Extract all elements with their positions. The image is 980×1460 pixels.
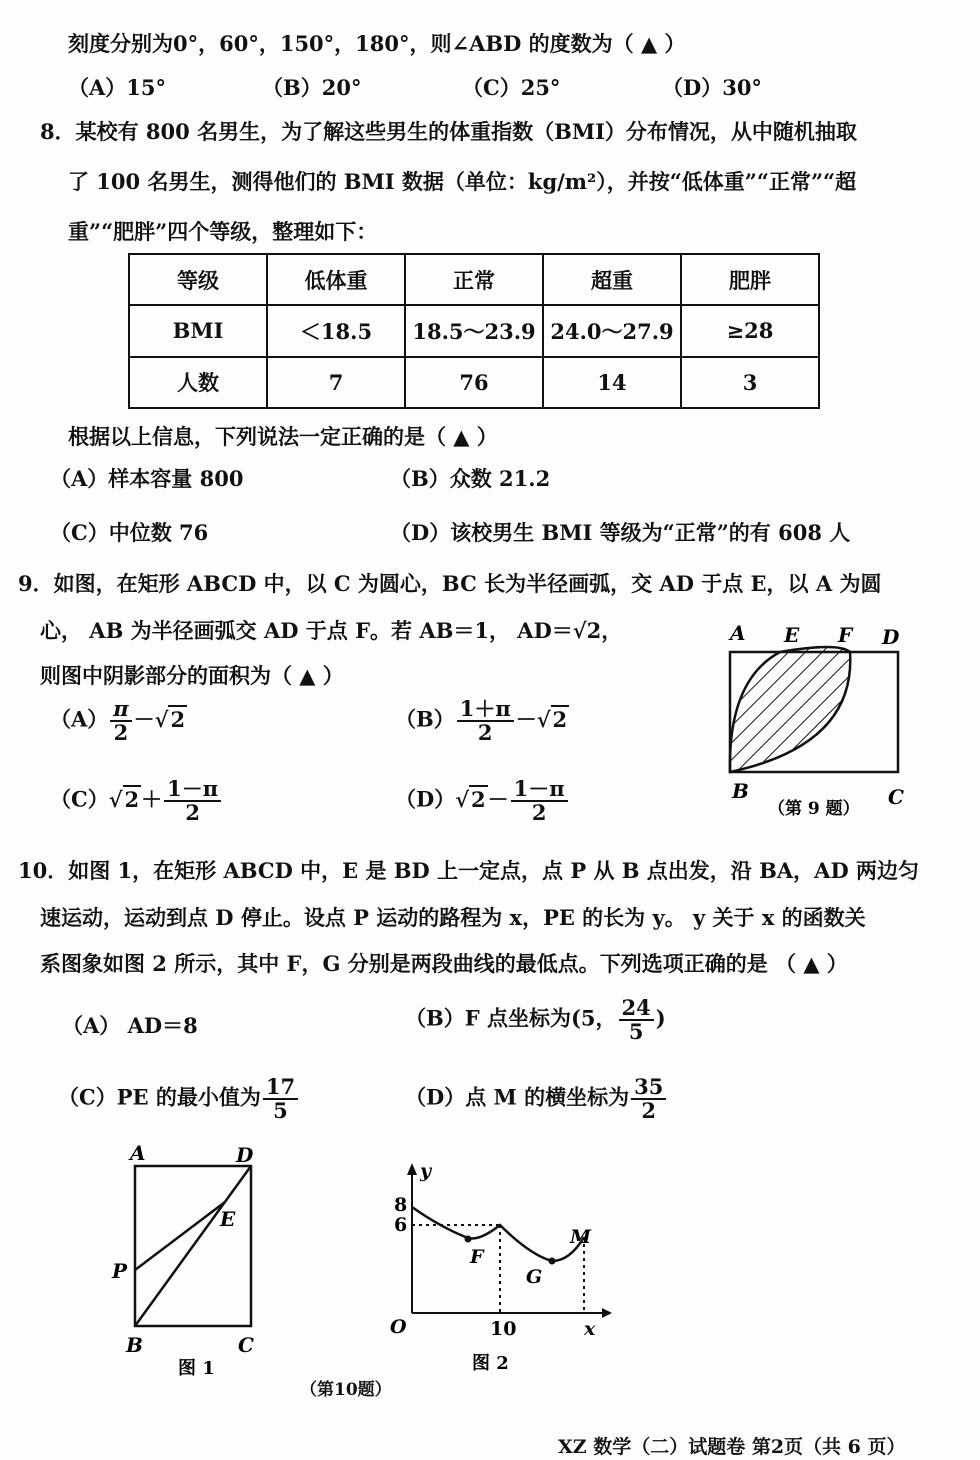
q10-option-d: （D）点 M 的横坐标为 $\frac{35}{2}$ <box>405 1076 668 1122</box>
label-p: P <box>112 1259 128 1283</box>
label-f: F <box>470 1246 484 1268</box>
q8-line1: 8．某校有 800 名男生，为了解这些男生的体重指数（BMI）分布情况，从中随机抽取 <box>40 119 857 144</box>
q10-option-b: （B）F 点坐标为(5， $\frac{24}{5}$ ) <box>405 995 666 1045</box>
label-e: E <box>220 1207 236 1231</box>
q8-option-a: （A）样本容量 800 <box>50 466 244 491</box>
x-axis-arrow <box>602 1308 612 1318</box>
q10-figure-1 <box>100 1140 270 1380</box>
q8-line3: 重”“肥胖”四个等级，整理如下： <box>68 219 378 244</box>
table-cell: BMI <box>129 305 267 356</box>
q9-option-c: （C）√2＋ $\frac{1-\pi}{2}$ <box>50 778 223 824</box>
q9-option-b: （B） $\frac{1+\pi}{2}$ －√2 <box>395 696 568 746</box>
fig2-caption: 图 2 <box>472 1353 509 1374</box>
table-cell: ≥28 <box>681 305 819 356</box>
label-c: C <box>888 785 904 809</box>
tick-8: 8 <box>394 1194 408 1216</box>
segment-pe <box>135 1202 225 1270</box>
table-cell: 7 <box>267 357 405 408</box>
table-cell: 等级 <box>129 254 267 305</box>
table-cell: 3 <box>681 357 819 408</box>
label-c: C <box>238 1333 254 1357</box>
tick-10: 10 <box>490 1318 517 1340</box>
q7-text: 刻度分别为0°，60°，150°，180°，则∠ABD 的度数为（ ▲ ） <box>68 31 686 56</box>
q8-option-b: （B）众数 21.2 <box>390 466 551 491</box>
label-x: x <box>584 1318 596 1340</box>
q7-option-d: （D）30° <box>662 75 762 100</box>
q10-line3: 系图象如图 2 所示，其中 F，G 分别是两段曲线的最低点。下列选项正确的是 （ ▲ ） <box>40 951 848 976</box>
q8-option-d: （D）该校男生 BMI 等级为“正常”的有 608 人 <box>390 520 851 545</box>
fraction: $\frac{1+\pi}{2}$ <box>457 698 514 744</box>
q10-option-c: （C）PE 的最小值为 $\frac{17}{5}$ <box>58 1076 300 1122</box>
fraction: $\frac{1-\pi}{2}$ <box>164 778 221 824</box>
table-cell: 人数 <box>129 357 267 408</box>
table-cell: 18.5～23.9 <box>405 305 543 356</box>
q10-option-a: （A） AD＝8 <box>62 1013 198 1038</box>
function-curve <box>412 1207 584 1261</box>
q7-option-a: （A）15° <box>68 75 167 100</box>
q9-option-a: （A） $\frac{\pi}{2}$ －√2 <box>50 696 186 746</box>
q8-prompt: 根据以上信息，下列说法一定正确的是（ ▲ ） <box>68 424 498 449</box>
q10-caption: （第10题） <box>300 1380 392 1400</box>
q10-figure-2 <box>380 1155 620 1380</box>
q7-option-c: （C）25° <box>462 75 561 100</box>
page-footer: XZ 数学（二）试题卷 第2页（共 6 页） <box>558 1436 906 1458</box>
table-row <box>129 357 819 408</box>
label-d: D <box>882 625 900 649</box>
q10-line1: 10．如图 1，在矩形 ABCD 中，E 是 BD 上一定点，点 P 从 B 点出发，沿 BA，AD 两边匀 <box>18 858 919 883</box>
label-o: O <box>390 1316 407 1338</box>
shaded-region <box>730 647 850 772</box>
fraction: $\frac{35}{2}$ <box>631 1076 666 1122</box>
table-cell: 76 <box>405 357 543 408</box>
label-b: B <box>732 779 749 803</box>
q10-line2: 速运动，运动到点 D 停止。设点 P 运动的路程为 x，PE 的长为 y。 y 关于 x 的函数关 <box>40 905 866 930</box>
q9-caption: （第 9 题） <box>768 799 860 819</box>
label-e: E <box>784 623 800 647</box>
label-a: A <box>130 1141 146 1165</box>
y-axis-arrow <box>407 1163 417 1175</box>
q9-figure <box>718 620 918 830</box>
q9-line2: 心， AB 为半径画弧交 AD 于点 F。若 AB＝1， AD＝√2， <box>40 618 623 643</box>
fraction: $\frac{17}{5}$ <box>263 1076 298 1122</box>
table-cell: ＜18.5 <box>267 305 405 356</box>
q8-line2: 了 100 名男生，测得他们的 BMI 数据（单位：kg/m²），并按“低体重”“正常”“超 <box>68 169 857 194</box>
table-cell: 14 <box>543 357 681 408</box>
table-cell: 低体重 <box>267 254 405 305</box>
q8-option-c: （C）中位数 76 <box>50 520 209 545</box>
tick-6: 6 <box>394 1214 408 1236</box>
fig1-caption: 图 1 <box>178 1358 215 1379</box>
table-row <box>129 305 819 356</box>
label-y: y <box>420 1160 432 1182</box>
sqrt: √2 <box>536 706 568 732</box>
point-g <box>549 1258 556 1265</box>
q9-line3: 则图中阴影部分的面积为（ ▲ ） <box>40 663 344 688</box>
table-cell: 正常 <box>405 254 543 305</box>
q9-option-d: （D）√2－ $\frac{1-\pi}{2}$ <box>395 778 570 824</box>
fraction: $\frac{1-\pi}{2}$ <box>511 778 568 824</box>
table-cell: 超重 <box>543 254 681 305</box>
label-g: G <box>526 1266 543 1288</box>
table-row <box>129 254 819 305</box>
fraction: $\frac{24}{5}$ <box>619 997 654 1043</box>
label-d: D <box>236 1143 254 1167</box>
fraction: $\frac{\pi}{2}$ <box>110 698 131 744</box>
label-f: F <box>838 623 853 647</box>
point-f <box>465 1236 472 1243</box>
diagonal-bd <box>135 1166 251 1326</box>
table-cell: 24.0～27.9 <box>543 305 681 356</box>
table-cell: 肥胖 <box>681 254 819 305</box>
sqrt: √2 <box>154 706 186 732</box>
label-b: B <box>126 1333 143 1357</box>
sqrt: √2 <box>455 786 486 812</box>
bmi-table <box>128 253 820 409</box>
q7-option-b: （B）20° <box>262 75 362 100</box>
sqrt: √2 <box>108 786 140 812</box>
label-m: M <box>570 1226 592 1248</box>
q9-line1: 9．如图，在矩形 ABCD 中，以 C 为圆心，BC 长为半径画弧，交 AD 于点 E，以 A 为圆 <box>18 571 882 596</box>
label-a: A <box>730 621 746 645</box>
